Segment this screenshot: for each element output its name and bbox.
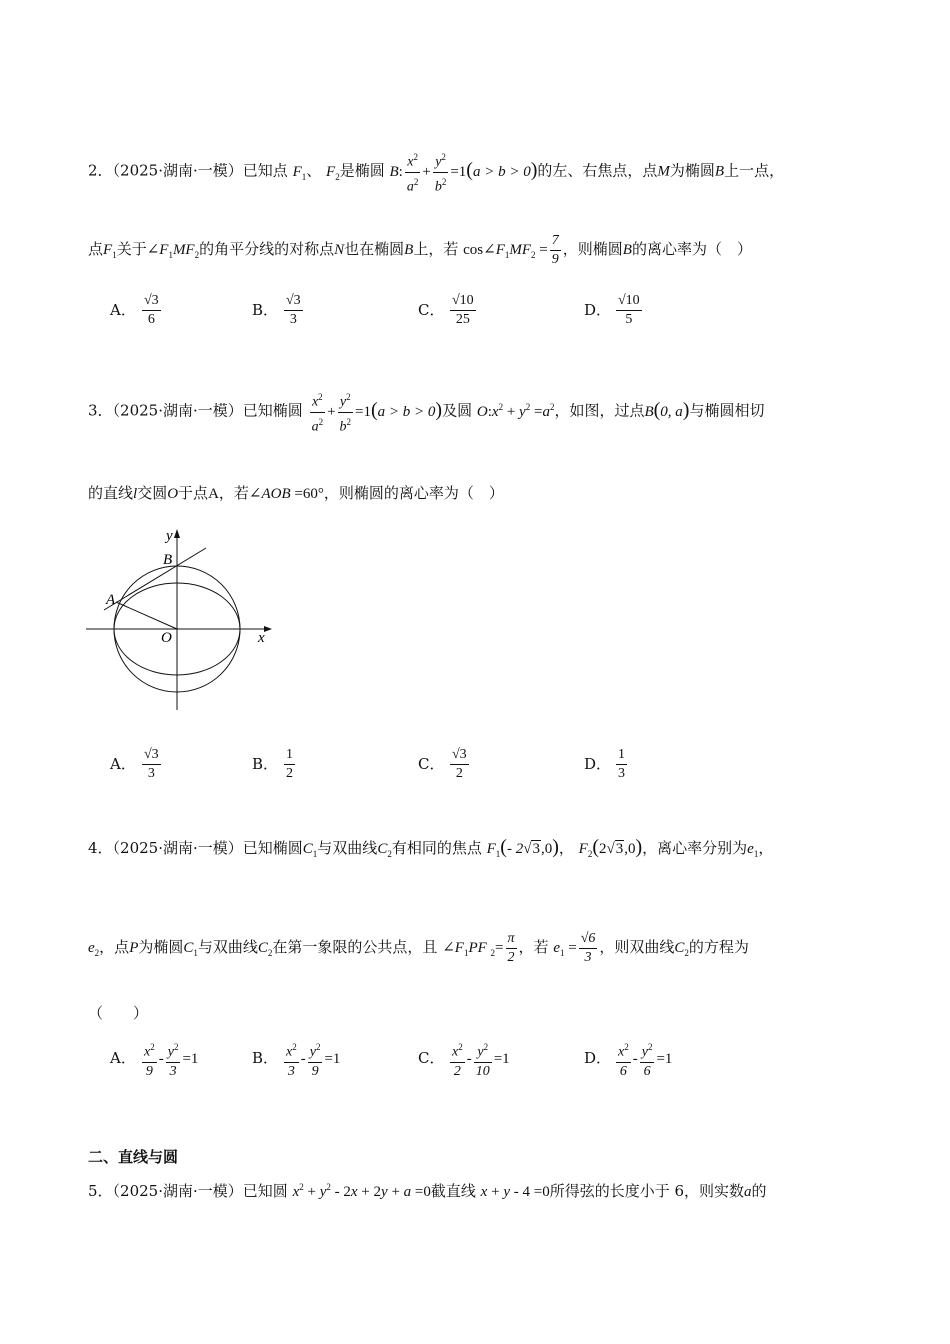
ellipse-b-equation: B: $\frac{x^2}{a^2}$ + $\frac{y^2}{b^2}$ =1(a > b > 0): [390, 164, 538, 180]
cos-condition: $\cos\angle F_1MF_2$ = $\frac{7}{9}$: [463, 233, 559, 267]
angle-condition: $\angle F_1PF$ $_2$= $\frac{\pi}{2}$: [442, 931, 515, 965]
q5-number: 5．: [88, 1182, 113, 1200]
q2-source: （2025·湖南·一模）: [112, 161, 243, 180]
f2-symbol: $F_2$: [326, 163, 340, 182]
q4-line-2: $e_2$，点P为椭圆$C_1$与双曲线$C_2$在第一象限的公共点，且 $\angle F_1PF$ $_2$= $\frac{\pi}{2}$ ，若 $e_1$ = $\frac{√6}{3}$ ，则双曲线$C_2$的方程为: [88, 931, 749, 965]
label-a: A: [106, 592, 116, 608]
q2-number: 2．: [88, 161, 113, 180]
q3-option-d[interactable]: D． $\frac{1}{3}$: [584, 747, 625, 781]
q4-option-a[interactable]: A． $\frac{x^2}{9}$ - $\frac{y^2}{3}$ =1: [110, 1038, 198, 1081]
ellipse-equation: $\frac{x^2}{a^2}$ + $\frac{y^2}{b^2}$ =1(a > b > 0): [308, 404, 443, 420]
label-b: B: [163, 552, 173, 568]
q3-option-a[interactable]: A． $\frac{√3}{3}$: [110, 747, 159, 781]
q3-line-2: 的直线l交圆O于点A，若∠AOB =60°，则椭圆的离心率为（ ）: [88, 484, 504, 502]
q3-number: 3．: [88, 401, 113, 420]
q2-option-c[interactable]: C． $\frac{√10}{25}$: [418, 293, 474, 327]
ellipse-circle-figure: [86, 526, 286, 716]
q2-option-a[interactable]: A． $\frac{√3}{6}$: [110, 293, 159, 327]
focus-f2: $F_2(2√3,0)$: [578, 836, 643, 859]
q3-option-b[interactable]: B． $\frac{1}{2}$: [252, 747, 293, 781]
figure-axes: [86, 529, 272, 710]
section-heading: 二、直线与圆: [88, 1148, 179, 1166]
f1-symbol: $F_1$: [292, 163, 307, 182]
label-x: x: [258, 630, 265, 646]
q5-source: （2025·湖南·一模）: [112, 1182, 243, 1200]
q3-option-c[interactable]: C． $\frac{√3}{2}$: [418, 747, 467, 781]
q2-line-1: 2．（2025·湖南·一模）已知点 $F_1$、 $F_2$是椭圆 B: $\frac{x^2}{a^2}$ + $\frac{y^2}{b^2}$ =1(a > b > 0)的左、右焦点，点M为椭圆B上一点，: [88, 148, 784, 196]
q4-option-b[interactable]: B． $\frac{x^2}{3}$ - $\frac{y^2}{9}$ =1: [252, 1038, 340, 1081]
q5-line-1: 5．（2025·湖南·一模）已知圆 $x^2 + y^2 - 2x + 2y + a =0$截直线 x + y - 4 =0所得弦的长度小于 6，则实数a的: [88, 1182, 767, 1200]
q4-option-d[interactable]: D． $\frac{x^2}{6}$ - $\frac{y^2}{6}$ =1: [584, 1038, 672, 1081]
label-o: O: [161, 630, 172, 646]
tangent-line-l: [104, 548, 206, 610]
circle-o-equation: $O:x^2 + y^2 =a^2$: [476, 401, 555, 420]
circle-equation: $x^2 + y^2 - 2x + 2y + a =0$: [292, 1182, 431, 1200]
segment-oa: [116, 602, 177, 629]
line-equation: x + y - 4 =0: [480, 1184, 550, 1200]
focus-f1: $F_1(-$ 2√3,0): [486, 836, 559, 859]
q2-option-b[interactable]: B． $\frac{√3}{3}$: [252, 293, 301, 327]
label-y: y: [166, 528, 173, 544]
q3-source: （2025·湖南·一模）: [112, 401, 243, 420]
q4-line-1: 4．（2025·湖南·一模）已知椭圆$C_1$与双曲线$C_2$有相同的焦点 $F_1(-$ 2√3,0)， $F_2(2√3,0)$，离心率分别为$e_1$，: [88, 836, 774, 859]
q3-line-1: 3．（2025·湖南·一模）已知椭圆 $\frac{x^2}{a^2}$ + $\frac{y^2}{b^2}$ =1(a > b > 0)及圆 $O:x^2 + y^2 =a^2$，如图，过点B(0, a)与椭圆相切: [88, 388, 764, 436]
q4-number: 4．: [88, 839, 113, 857]
q4-option-c[interactable]: C． $\frac{x^2}{2}$ - $\frac{y^2}{10}$ =1: [418, 1038, 510, 1081]
q2-option-d[interactable]: D． $\frac{√10}{5}$: [584, 293, 640, 327]
q4-source: （2025·湖南·一模）: [112, 839, 243, 857]
q4-line-3: （ ）: [88, 1004, 149, 1022]
q2-line-2: 点$F_1$关于$\angle F_1MF_2$的角平分线的对称点N也在椭圆B上，若 $\cos\angle F_1MF_2$ = $\frac{7}{9}$ ，则椭圆B的离心率为（ ）: [88, 233, 752, 267]
eccentricity-condition: $e_1$ = $\frac{√6}{3}$: [553, 931, 596, 965]
